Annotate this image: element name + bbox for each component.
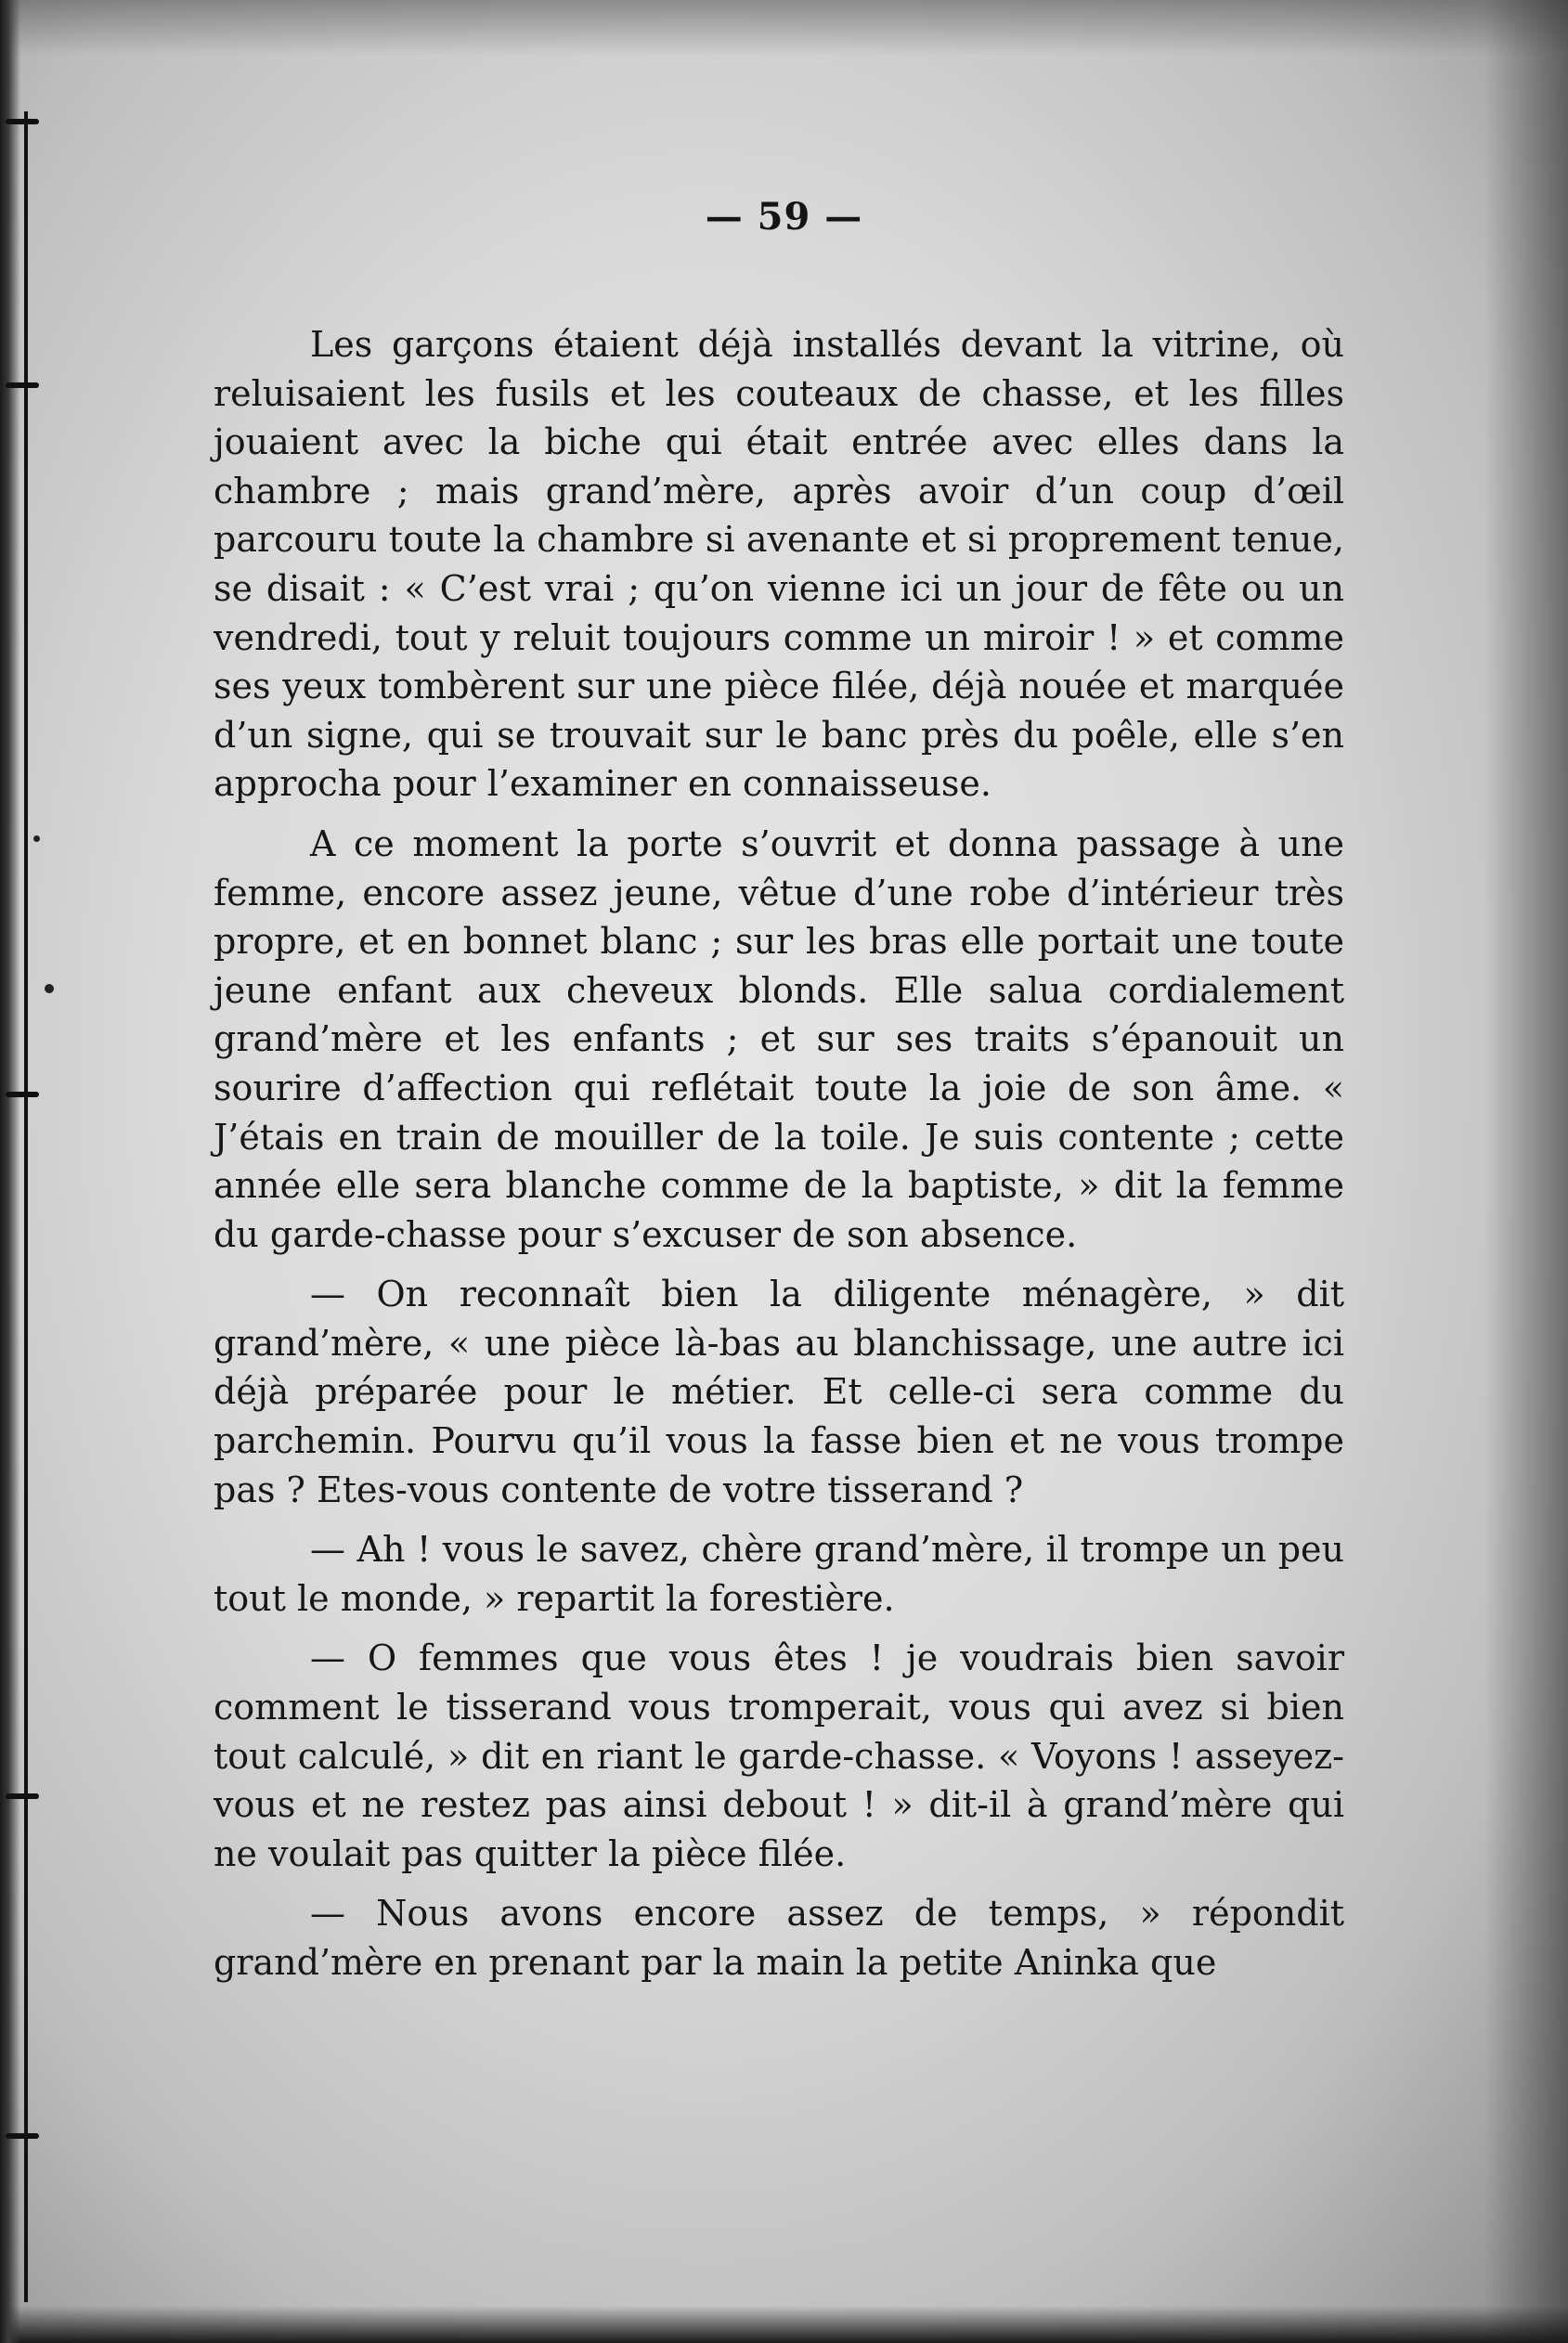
margin-dot	[33, 835, 40, 842]
margin-tick	[6, 1793, 39, 1799]
page-shadow-bottom	[0, 2306, 1568, 2343]
page-number: — 59 —	[705, 195, 863, 239]
margin-rule	[24, 111, 28, 2302]
margin-tick	[6, 119, 39, 124]
paragraph: — Ah ! vous le savez, chère grand’mère, il trompe un peu tout le monde, » repartit la forestière.	[214, 1529, 1344, 1619]
paragraph: A ce moment la porte s’ouvrit et donna passage à une femme, encore assez jeune, vêtue d’une robe d’intérieur très propre, et en bonnet blanc ; sur les bras elle portait une toute jeune enfant aux cheveux blonds. Elle salua cordialement grand’mère et les enfants ; et sur ses traits s’épanouit un sourire d’affection qui reflétait toute la joie de son âme. « J’étais en train de mouiller de la toile. Je suis contente ; cette année elle sera blanche comme de la baptiste, » dit la femme du garde-chasse pour s’excuser de son absence.	[214, 822, 1344, 1255]
page-shadow-right	[1484, 0, 1568, 2343]
body-text	[214, 320, 1344, 1999]
page-shadow-top	[0, 0, 1568, 56]
paragraph: — Nous avons encore assez de temps, » répondit grand’mère en prenant par la main la petite Aninka que	[214, 1893, 1344, 1983]
margin-dot	[45, 984, 54, 993]
paragraph: — On reconnaît bien la diligente ménagère, » dit grand’mère, « une pièce là-bas au blanchissage, une autre ici déjà préparée pour le métier. Et celle-ci sera comme du parchemin. Pourvu qu’il vous la fasse bien et ne vous trompe pas ? Etes-vous contente de votre tisserand ?	[214, 1274, 1344, 1510]
margin-tick	[6, 382, 39, 388]
margin-tick	[6, 2133, 39, 2139]
paragraph: — O femmes que vous êtes ! je voudrais bien savoir comment le tisserand vous tromperait, vous qui avez si bien tout calculé, » dit en riant le garde-chasse. « Voyons ! asseyez-vous et ne restez pas ainsi debout ! » dit-il à grand’mère qui ne voulait pas quitter la pièce filée.	[214, 1638, 1344, 1874]
paragraph: Les garçons étaient déjà installés devant la vitrine, où reluisaient les fusils et les couteaux de chasse, et les filles jouaient avec la biche qui était entrée avec elles dans la chambre ; mais grand’mère, après avoir d’un coup d’œil parcouru toute la chambre si avenante et si proprement tenue, se disait : « C’est vrai ; qu’on vienne ici un jour de fête ou un vendredi, tout y reluit toujours comme un miroir ! » et comme ses yeux tombèrent sur une pièce filée, déjà nouée et marquée d’un signe, qui se trouvait sur le banc près du poêle, elle s’en approcha pour l’examiner en connaisseuse.	[214, 324, 1344, 805]
margin-tick	[6, 1092, 39, 1097]
binding-edge	[0, 0, 20, 2343]
